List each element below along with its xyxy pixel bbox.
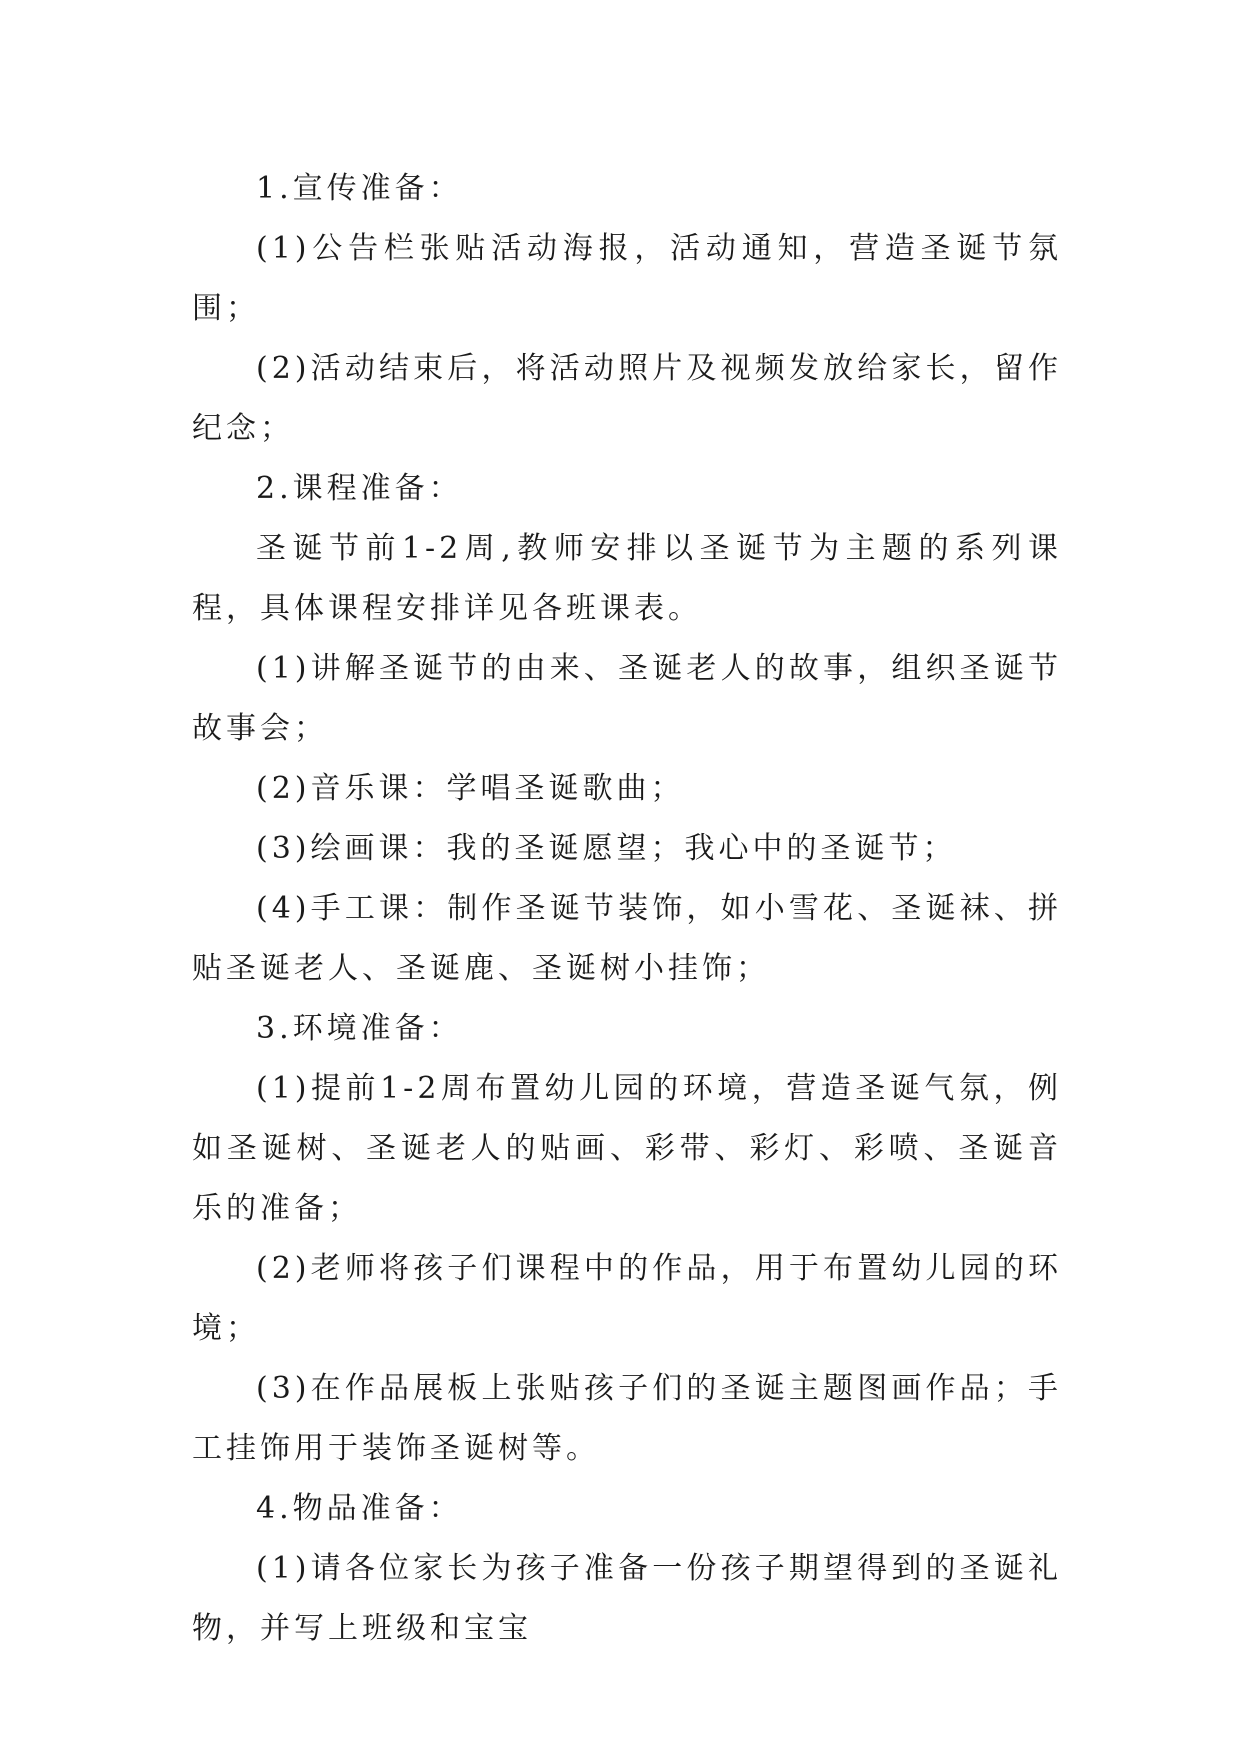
list-item: (1)提前1-2周布置幼儿园的环境，营造圣诞气氛，例如圣诞树、圣诞老人的贴画、彩带、彩灯、彩喷、圣诞音乐的准备；: [192, 1071, 1062, 1226]
heading-course-prep: 2.课程准备：: [256, 471, 463, 506]
list-item: (1)讲解圣诞节的由来、圣诞老人的故事，组织圣诞节故事会；: [192, 651, 1062, 746]
list-item: (1)请各位家长为孩子准备一份孩子期望得到的圣诞礼物，并写上班级和宝宝: [192, 1551, 1062, 1646]
list-item: (1)公告栏张贴活动海报，活动通知，营造圣诞节氛围；: [192, 231, 1062, 326]
list-item: (2)音乐课：学唱圣诞歌曲；: [256, 771, 685, 806]
list-item: (2)活动结束后，将活动照片及视频发放给家长，留作纪念；: [192, 351, 1062, 446]
list-item: (3)在作品展板上张贴孩子们的圣诞主题图画作品；手工挂饰用于装饰圣诞树等。: [192, 1371, 1062, 1466]
heading-supplies-prep: 4.物品准备：: [256, 1491, 463, 1526]
list-item: (3)绘画课：我的圣诞愿望；我心中的圣诞节；: [256, 831, 957, 866]
list-item: (4)手工课：制作圣诞节装饰，如小雪花、圣诞袜、拼贴圣诞老人、圣诞鹿、圣诞树小挂饰；: [192, 891, 1062, 986]
document-body: [192, 159, 1062, 1659]
heading-environment-prep: 3.环境准备：: [256, 1011, 463, 1046]
list-item: (2)老师将孩子们课程中的作品，用于布置幼儿园的环境；: [192, 1251, 1062, 1346]
heading-publicity-prep: 1.宣传准备：: [256, 171, 463, 206]
body-paragraph: 圣诞节前1-2周,教师安排以圣诞节为主题的系列课程，具体课程安排详见各班课表。: [192, 531, 1062, 626]
